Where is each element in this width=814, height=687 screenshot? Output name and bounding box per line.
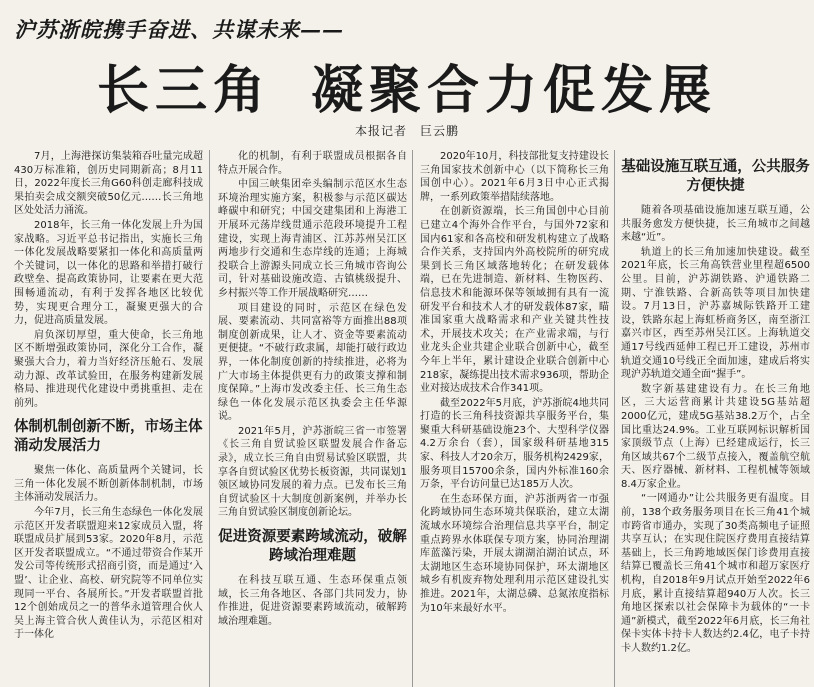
paragraph: 在生态环保方面，沪苏浙两省一市强化跨域协同生态环境共保联治，建立太湖流域水环境综合治理信息共享平台，制定重点跨界水体联保专项方案，协同治理湖库蓝藻污染，开展太湖湖泊湖泊试点，环太湖地区生态环境协同保护，环太湖地区城乡有机废弃物处理利用示范区建设扎实推进。2021年，太湖总磷、总氮浓度指标为10年来最好水平。 — [420, 493, 609, 614]
headline — [0, 48, 814, 123]
column-2 — [218, 150, 407, 687]
paragraph: 在科技互联互通、生态环保重点领域，长三角各地区、各部门共同发力，协作推进，促进资源要素跨域流动，破解跨域治理难题。 — [218, 575, 407, 627]
paragraph: 中国三峡集团牵头编制示范区水生态环境治理实施方案，积极参与示范区碳达峰碳中和研究；中国交建集团和上海港工开展环元荡岸线贯通示范段环境提升工程建设，实现上海青浦区、江苏苏州吴江区两地步行交通和生态岸线的连通；上海城投联合上游源头同成立长三角城市咨询公司，针对基础设施改造、古镇桃级提升、乡村振兴等工作开展战略研究…… — [218, 179, 407, 299]
paragraph: 数字新基建建设有力。在长三角地区，三大运营商累计共建设5G基站超2000亿元，建成5G基站38.2万个，占全国比重达24.9%。工业互联网标识解析国家顶级节点（上海）已经建成运行，长三角区域共67个二级节点接入，覆盖航空航天、医疗器械、新材料、工程机械等领域8.4万家企业。 — [621, 383, 810, 490]
paragraph: 随着各项基础设施加速互联互通，公共服务愈发方便快捷，长三角城市之间越来越“近”。 — [621, 205, 810, 244]
paragraph: 项目建设的同时，示范区在绿色发展、要素流动、共同富裕等方面推出88项制度创新成果，让人才、资金等要素流动更便捷。“不破行政隶属，却能打破行政边界，一体化制度创新的持续推进，必将为广大市场主体提供更有力的政策支撑和制度保障。”上海市发改委主任、长三角生态绿色一体化发展示范区执委会主任华源说。 — [218, 302, 407, 423]
column-divider — [614, 150, 615, 687]
article-body — [0, 150, 814, 687]
kicker-line: 沪苏浙皖携手奋进、共谋未来—— — [14, 17, 344, 42]
subheading-institutional-innovation: 体制机制创新不断，市场主体涌动发展活力 — [14, 419, 203, 455]
column-divider — [209, 150, 210, 687]
column-4 — [621, 150, 810, 687]
headline-part-2: 凝聚合力促发展 — [311, 61, 718, 121]
headline-part-1: 长三角 — [96, 61, 271, 121]
subheading-resource-flow: 促进资源要素跨域流动，破解跨域治理难题 — [218, 529, 407, 565]
paragraph: 聚焦一体化、高质量两个关键词，长三角一体化发展不断创新体制机制，市场主体涌动发展活力。 — [14, 465, 203, 504]
column-1 — [14, 150, 203, 687]
paragraph: 截至2022年5月底，沪苏浙皖4地共同打造的长三角科技资源共享服务平台，集聚重大科研基础设施23个、大型科学仪器4.2万余台（套），国家级科研基地315家、科技人才20余万，服务机构2429家，服务项目15700余条，国内外标准160余万条，平台访问量已达185万人次。 — [420, 397, 609, 491]
paragraph: 7月，上海港探访集装箱吞吐量完成超430万标准箱，创历史同期新高；8月11日，2022年度长三角G60科创走廊科技成果拍卖会成交额突破50亿元……长三角地区处处活力涌流。 — [14, 151, 203, 217]
column-3 — [420, 150, 609, 687]
paragraph: 化的机制，有利于联盟成员根据各自特点开展合作。 — [218, 151, 407, 176]
paragraph: 2018年，长三角一体化发展上升为国家战略。习近平总书记指出，实施长三角一体化发展战略要紧扣一体化和高质量两个关键词，以一体化的思路和举措打破行政壁垒、提高政策协同，让要素在更大范围畅通流动，有利于发挥各地区比较优势，实现更合理分工，凝聚更强大的合力，促进高质量发展。 — [14, 219, 203, 327]
column-divider — [412, 150, 413, 687]
byline: 本报记者 巨云鹏 — [354, 124, 459, 138]
paragraph: 轨道上的长三角加速加快建设。截至2021年底，长三角高铁营业里程超6500公里。目前，沪苏湖铁路、沪通铁路二期、宁淮铁路、合新高铁等项目加快建设。7月13日，沪苏嘉城际铁路开工建设，铁路东起上海虹桥商务区，南至浙江嘉兴市区，西至苏州吴江区。上海轨道交通17号线西延伸工程已开工建设，苏州市轨道交通10号线正全面加速，建成后将实现沪苏轨道交通全面“握手”。 — [621, 246, 810, 381]
paragraph: “一网通办”让公共服务更有温度。目前，138个政务服务项目在长三角41个城市跨省市通办，实现了30类高频电子证照共享互认；在实现住院医疗费用直接结算基础上，长三角跨地域医保门诊费用直接结算已覆盖长三角41个城市和超万家医疗机构，自2018年9月试点开始至2022年6月底，累计直接结算超940万人次。长三角地区探索以社会保障卡为载体的“一卡通”新模式，截至2022年6月底，长三角社保卡实体卡持卡人数达约2.4亿，电子卡持卡人数约1.2亿。 — [621, 493, 810, 654]
paragraph: 今年7月，长三角生态绿色一体化发展示范区开发者联盟迎来12家成员入盟，将联盟成员扩展到53家。2020年8月，示范区开发者联盟成立。“不通过带资合作某开发公司等传统形式招商引资，而是通过‘入盟’、让企业、高校、研究院等不同单位实现同一平台、各展所长。”开发者联盟首批12个创始成员之一的普华永道管理合伙人吴上海主管合伙人黄佳认为，示范区相对于一体化 — [14, 507, 203, 641]
subheading-infrastructure: 基础设施互联互通，公共服务方便快捷 — [621, 159, 810, 194]
paragraph: 2021年5月，沪苏浙皖三省一市签署《长三角自贸试验区联盟发展合作备忘录》，成立长三角自由贸易试验区联盟，共享各自贸试验区优势长板资源，共同谋划1领区域协同发展的着力点。已发布长三角自贸试验区十大制度创新案例，并举办长三角自贸试验区制度创新论坛。 — [218, 425, 407, 519]
paragraph: 2020年10月，科技部批复支持建设长三角国家技术创新中心（以下简称长三角国创中心）。2021年6月3日中心正式揭牌，一系列政策举措陆续落地。 — [420, 151, 609, 203]
paragraph: 肩负深切厚望，重大使命，长三角地区不断增强政策协同，深化分工合作，凝聚强大合力，着力当好经济压舱石、发展动力源、改革试验田，在服务构建新发展格局、推进现代化建设中勇挑重担、走在前列。 — [14, 329, 203, 409]
paragraph: 在创新资源端，长三角国创中心目前已建立4个海外合作平台，与国外72家和国内61家和各高校和研发机构建立了战略合作关系，支持国内外高校院所的研究成果到长三角区域落地转化；在研发载体端，已在先进制造、新材料、生物医药、信息技术和能源环保等领域拥有具有一流研发平台和技术人才的研发载体87家，瞄准国家重大战略需求和产业关键共性技术，开展技术攻关；在产业需求端，与行业龙头企业共建企业联合创新中心，截至今年上半年，累计建设企业联合创新中心218家，凝练提出技术需求936项，帮助企业对接达成技术合作341项。 — [420, 206, 609, 395]
